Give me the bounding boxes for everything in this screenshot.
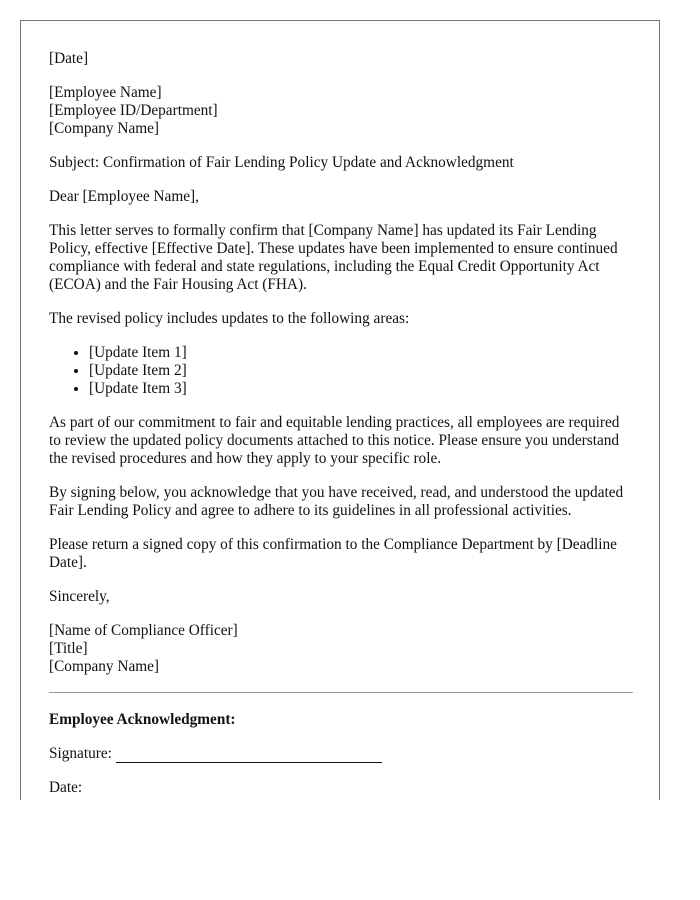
paragraph-acknowledge: By signing below, you acknowledge that you have received, read, and understood the updated Fair Lending Policy and agree to adhere to its guidelines in all professional activities. <box>49 484 624 519</box>
signer-company: [Company Name] <box>49 658 160 675</box>
signature-label: Signature: <box>49 745 112 762</box>
signer-title: [Title] <box>49 640 88 657</box>
list-item: • [Update Item 1] <box>89 344 633 362</box>
paragraph-updates-intro: The revised policy includes updates to the following areas: <box>49 310 410 327</box>
signer-name: [Name of Compliance Officer] <box>49 622 238 639</box>
paragraph-commitment: As part of our commitment to fair and equitable lending practices, all employees are required to review the updated policy documents attached to this notice. Please ensure you understand the revised procedures and how they apply to your specific role. <box>49 414 620 467</box>
date-row <box>49 779 633 797</box>
letter-page <box>20 20 660 800</box>
paragraph-return: Please return a signed copy of this confirmation to the Compliance Department by [Deadline Date]. <box>49 536 617 571</box>
letter-closing: Sincerely, <box>49 588 110 605</box>
signer-block <box>49 622 633 676</box>
section-divider <box>49 692 633 693</box>
letter-body <box>49 50 633 797</box>
paragraph-intro: This letter serves to formally confirm that [Company Name] has updated its Fair Lending Policy, effective [Effective Date]. These updates have been implemented to ensure continued compliance with federal and state regulations, including the Equal Credit Opportunity Act (ECOA) and the Fair Housing Act (FHA). <box>49 222 618 293</box>
update-items-list <box>49 344 633 398</box>
recipient-id-department: [Employee ID/Department] <box>49 102 218 119</box>
list-item: • [Update Item 2] <box>89 362 633 380</box>
signature-row <box>49 745 633 763</box>
letter-subject: Subject: Confirmation of Fair Lending Policy Update and Acknowledgment <box>49 154 514 171</box>
letter-date: [Date] <box>49 50 89 67</box>
recipient-company: [Company Name] <box>49 120 160 137</box>
letter-salutation: Dear [Employee Name], <box>49 188 199 205</box>
recipient-name: [Employee Name] <box>49 84 162 101</box>
acknowledgment-title: Employee Acknowledgment: <box>49 711 236 728</box>
date-label: Date: <box>49 779 83 796</box>
recipient-address <box>49 84 633 138</box>
list-item: • [Update Item 3] <box>89 380 633 398</box>
signature-field[interactable] <box>116 748 382 763</box>
